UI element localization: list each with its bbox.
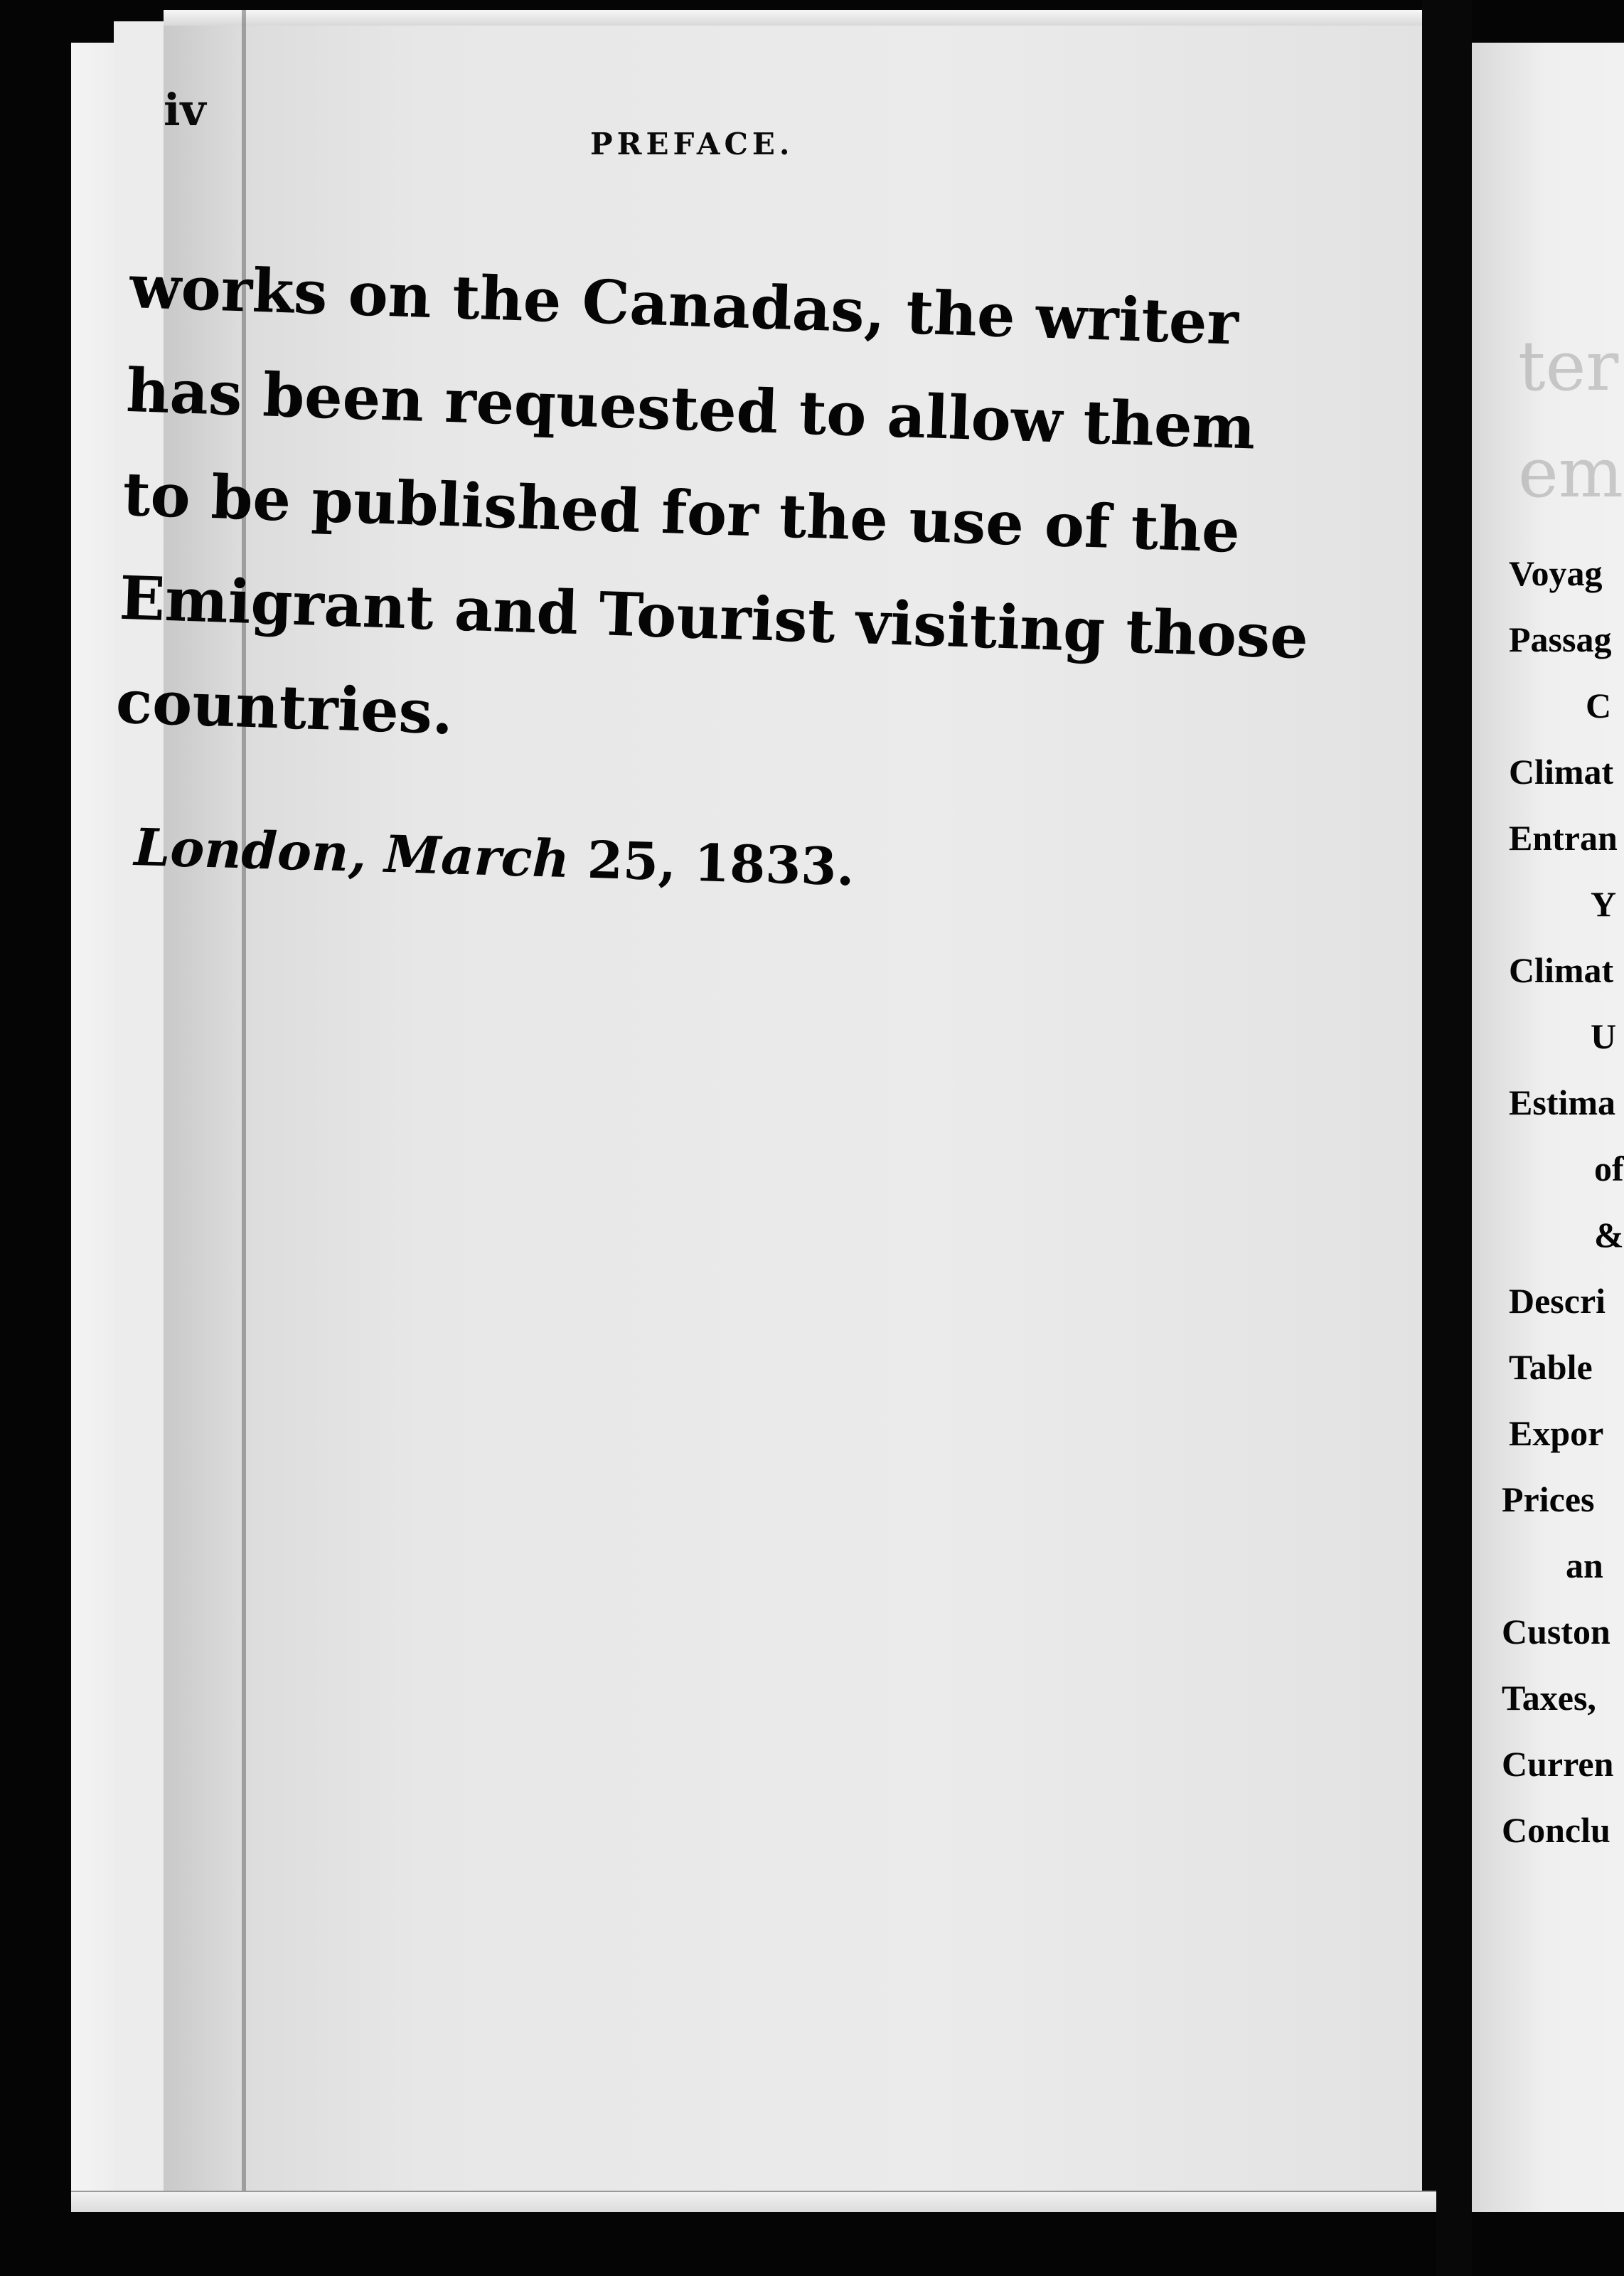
page-gutter (1422, 0, 1472, 2276)
toc-entry: & (1594, 1215, 1624, 1255)
toc-entry: Curren (1502, 1744, 1614, 1784)
text-line: has been requested to allow them (125, 354, 1257, 463)
running-head: PREFACE. (590, 127, 794, 161)
toc-entry: Custon (1502, 1612, 1610, 1652)
toc-entry: Entran (1509, 818, 1618, 858)
toc-entry: U (1591, 1016, 1617, 1056)
text-line: to be published for the use of the (122, 458, 1241, 566)
toc-entry: Table (1509, 1347, 1593, 1387)
toc-entry: Climat (1509, 950, 1614, 990)
dateline-date: 25, 1833. (586, 829, 855, 898)
page-number: iv (164, 84, 206, 136)
toc-entry: Voyag (1509, 553, 1603, 593)
preface-paragraph (114, 235, 1310, 790)
toc-entry: Taxes, (1502, 1678, 1596, 1718)
right-page-contents-list (1502, 541, 1624, 1863)
toc-entry: Expor (1509, 1413, 1604, 1453)
bleed-fragment: em (1518, 433, 1623, 513)
page-top-edge (164, 10, 1443, 26)
toc-entry: C (1586, 686, 1612, 725)
toc-entry: Passag (1509, 619, 1612, 659)
right-page-bleed-text (1518, 313, 1623, 526)
toc-entry: Conclu (1502, 1810, 1610, 1850)
text-line: Emigrant and Tourist visiting those (118, 562, 1310, 673)
toc-entry: an (1566, 1546, 1603, 1585)
dateline-month: March (383, 823, 571, 890)
toc-entry: Climat (1509, 752, 1614, 792)
toc-entry: Estima (1509, 1083, 1615, 1122)
dateline-place: London, (133, 817, 368, 884)
text-line: countries. (114, 666, 454, 748)
bleed-fragment: ter (1518, 326, 1619, 406)
toc-entry: Y (1591, 884, 1617, 924)
toc-entry: Prices (1502, 1479, 1595, 1519)
toc-entry: of (1594, 1149, 1624, 1188)
toc-entry: Descri (1509, 1281, 1606, 1321)
scan-bottom-border (71, 2212, 1436, 2276)
text-line: works on the Canadas, the writer (128, 250, 1240, 358)
